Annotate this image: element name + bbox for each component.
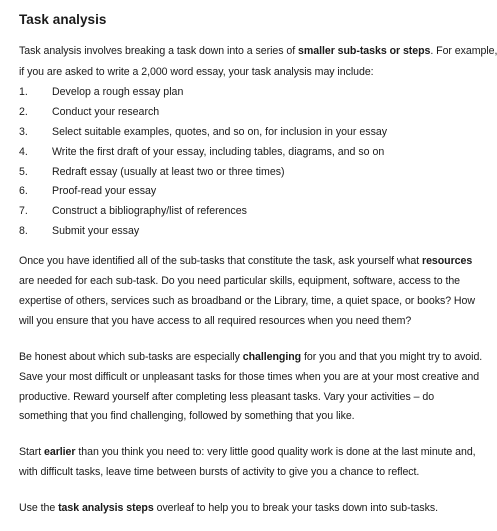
challenging-line-1-end: for you and that you might try to avoid. (301, 351, 483, 363)
challenging-emphasis: challenging (242, 351, 302, 363)
step-text: Submit your essay (52, 225, 140, 237)
step-number: 1. (19, 86, 28, 98)
step-number: 4. (19, 146, 28, 158)
step-text: Write the first draft of your essay, including tables, diagrams, and so on (52, 146, 385, 158)
resources-line-3: expertise of others, services such as broadband or the Library, time, a quiet space, or books? How (19, 295, 475, 307)
step-number: 6. (19, 185, 28, 197)
resources-emphasis: resources (422, 255, 473, 267)
step-text: Proof-read your essay (52, 185, 157, 197)
step-number: 8. (19, 225, 28, 237)
step-text: Redraft essay (usually at least two or three times) (52, 166, 285, 178)
resources-line-1-text: Once you have identified all of the sub-tasks that constitute the task, ask yourself what (19, 255, 422, 267)
challenging-line-4: something that you find challenging, followed by something that you like. (19, 410, 355, 422)
step-number: 2. (19, 106, 28, 118)
earlier-line-1-end: than you think you need to: very little good quality work is done at the last minute and, (75, 446, 476, 458)
step-text: Construct a bibliography/list of references (52, 205, 247, 217)
intro-line-1 (19, 45, 497, 58)
step-text: Conduct your research (52, 106, 160, 118)
challenging-line-3: productive. Reward yourself after completing less pleasant tasks. Vary your activities – do (19, 391, 435, 403)
earlier-line-1 (19, 446, 476, 459)
resources-line-1 (19, 255, 472, 268)
steps-reference-emphasis: task analysis steps (58, 502, 154, 514)
intro-line-1-text: Task analysis involves breaking a task down into a series of (19, 45, 299, 57)
resources-line-2: are needed for each sub-task. Do you need particular skills, equipment, software, access to the (19, 275, 461, 287)
earlier-line-2: with difficult tasks, leave time between bursts of activity to give you a chance to reflect. (19, 466, 420, 478)
steps-reference-end: overleaf to help you to break your tasks down into sub-tasks. (153, 502, 438, 514)
step-text: Select suitable examples, quotes, and so on, for inclusion in your essay (52, 126, 388, 138)
challenging-line-1-text: Be honest about which sub-tasks are especially (19, 351, 243, 363)
earlier-emphasis: earlier (44, 446, 76, 458)
earlier-line-1-text: Start (19, 446, 45, 458)
challenging-line-1 (19, 351, 482, 364)
intro-emphasis: smaller sub-tasks or steps (298, 45, 431, 57)
intro-line-2: if you are asked to write a 2,000 word essay, your task analysis may include: (19, 66, 374, 78)
intro-line-1-end: . For example, (430, 45, 497, 57)
resources-line-4: will you ensure that you have access to all required resources when you need them? (19, 315, 412, 327)
challenging-line-2: Save your most difficult or unpleasant tasks for those times when you are at your most creative and (19, 371, 480, 383)
step-number: 7. (19, 205, 28, 217)
steps-reference-text: Use the (19, 502, 59, 514)
steps-reference-line (19, 502, 438, 515)
page-title: Task analysis (19, 12, 107, 27)
step-number: 5. (19, 166, 28, 178)
step-number: 3. (19, 126, 28, 138)
step-text: Develop a rough essay plan (52, 86, 184, 98)
